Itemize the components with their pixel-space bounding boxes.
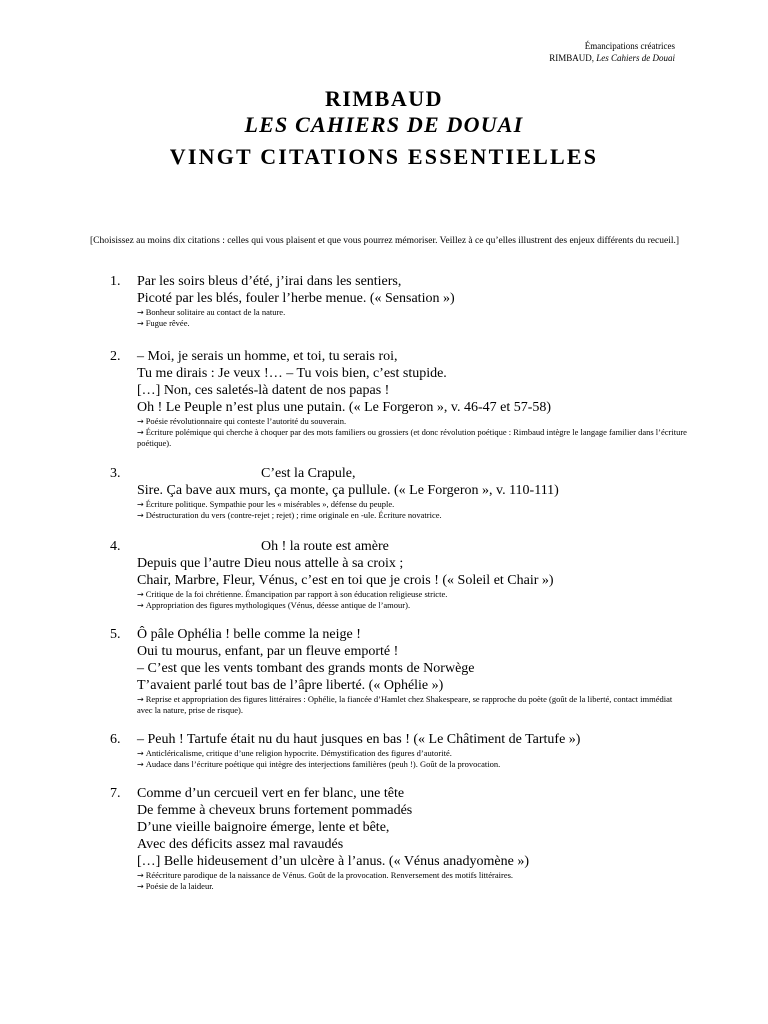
citation-notes bbox=[137, 589, 687, 611]
citation-verse: Par les soirs bleus d’été, j’irai dans les sentiers, bbox=[137, 274, 402, 289]
arrow-right-icon: → bbox=[137, 511, 144, 520]
citation-note-text: Audace dans l’écriture poétique qui intègre des interjections familières (peuh !). Goût de la provocation. bbox=[145, 759, 501, 769]
header-course-title: Émancipations créatrices bbox=[584, 41, 675, 51]
arrow-right-icon: → bbox=[137, 882, 144, 891]
citation-verse: Chair, Marbre, Fleur, Vénus, c’est en toi que je crois ! (« Soleil et Chair ») bbox=[137, 573, 554, 588]
citation-note-text: Poésie de la laideur. bbox=[145, 881, 214, 891]
citation-number: 1. bbox=[110, 274, 121, 289]
citation-body bbox=[137, 465, 687, 521]
title-block bbox=[0, 86, 768, 172]
citation-verse: Tu me dirais : Je veux !… – Tu vois bien, c’est stupide. bbox=[137, 366, 447, 381]
citation-verse: […] Belle hideusement d’un ulcère à l’anus. (« Vénus anadyomène ») bbox=[137, 854, 529, 869]
citation-verse: – Peuh ! Tartufe était nu du haut jusques en bas ! (« Le Châtiment de Tartufe ») bbox=[137, 732, 581, 747]
citation-body bbox=[137, 273, 687, 329]
citation-notes bbox=[137, 416, 687, 449]
citation-verse: – C’est que les vents tombant des grands monts de Norwège bbox=[137, 661, 475, 676]
citation-note bbox=[137, 600, 687, 611]
citation-note bbox=[137, 748, 687, 759]
arrow-right-icon: → bbox=[137, 417, 144, 426]
citation-note-text: Poésie révolutionnaire qui conteste l’autorité du souverain. bbox=[145, 416, 347, 426]
citation-body bbox=[137, 785, 687, 892]
citation-note bbox=[137, 499, 687, 510]
arrow-right-icon: → bbox=[137, 500, 144, 509]
citation-number: 5. bbox=[110, 627, 121, 642]
header-work-reference bbox=[549, 52, 675, 64]
title-author: RIMBAUD bbox=[324, 86, 444, 111]
citation-note-text: Déstructuration du vers (contre-rejet ; rejet) ; rime originale en -ule. Écriture novatrice. bbox=[145, 510, 442, 520]
citation-notes bbox=[137, 694, 687, 716]
citation-verse: […] Non, ces saletés-là datent de nos papas ! bbox=[137, 383, 390, 398]
citation-number: 7. bbox=[110, 786, 121, 801]
citation-verse: Comme d’un cercueil vert en fer blanc, une tête bbox=[137, 786, 405, 801]
arrow-right-icon: → bbox=[137, 695, 144, 704]
citation-verse: Oui tu mourus, enfant, par un fleuve emporté ! bbox=[137, 644, 399, 659]
citation-note-text: Reprise et appropriation des figures littéraires : Ophélie, la fiancée d’Hamlet chez Shakespeare, se rapproche du poète (goût de la liberté, contact immédiat avec la nature, prise de risque). bbox=[137, 694, 673, 715]
arrow-right-icon: → bbox=[137, 601, 144, 610]
citation-note-text: Critique de la foi chrétienne. Émancipation par rapport à son éducation religieuse stricte. bbox=[145, 589, 448, 599]
arrow-right-icon: → bbox=[137, 319, 144, 328]
citation-number: 3. bbox=[110, 466, 121, 481]
citation-number: 2. bbox=[110, 349, 121, 364]
citation-note-text: Écriture polémique qui cherche à choquer par des mots familiers ou grossiers (et donc révolution poétique : Rimbaud intègre le langage familier dans l’écriture poétique). bbox=[137, 427, 687, 448]
citation-verse: T’avaient parlé tout bas de l’âpre liberté. (« Ophélie ») bbox=[137, 678, 444, 693]
citation-verse: Sire. Ça bave aux murs, ça monte, ça pullule. (« Le Forgeron », v. 110-111) bbox=[137, 483, 559, 498]
citation-verse: Ô pâle Ophélia ! belle comme la neige ! bbox=[137, 627, 361, 642]
citation-verse: D’une vieille baignoire émerge, lente et bête, bbox=[137, 820, 390, 835]
citation-body bbox=[137, 626, 687, 716]
title-work: LES CAHIERS DE DOUAI bbox=[244, 112, 524, 137]
citation-note-text: Anticléricalisme, critique d’une religion hypocrite. Démystification des figures d’autorité. bbox=[145, 748, 452, 758]
citation-notes bbox=[137, 499, 687, 521]
header-author: RIMBAUD, bbox=[549, 53, 597, 63]
citation-note bbox=[137, 307, 687, 318]
citation-note bbox=[137, 870, 687, 881]
citation-body bbox=[137, 731, 687, 770]
citation-note bbox=[137, 318, 687, 329]
citation-note bbox=[137, 510, 687, 521]
citation-verse: De femme à cheveux bruns fortement pommadés bbox=[137, 803, 413, 818]
citation-notes bbox=[137, 870, 687, 892]
citation-number: 4. bbox=[110, 539, 121, 554]
arrow-right-icon: → bbox=[137, 760, 144, 769]
citation-note bbox=[137, 694, 687, 716]
arrow-right-icon: → bbox=[137, 749, 144, 758]
citation-note-text: Bonheur solitaire au contact de la nature. bbox=[145, 307, 286, 317]
citation-verse: – Moi, je serais un homme, et toi, tu serais roi, bbox=[137, 349, 398, 364]
citation-note bbox=[137, 881, 687, 892]
citation-verse: C’est la Crapule, bbox=[261, 466, 356, 481]
citation-note-text: Écriture politique. Sympathie pour les « misérables », défense du peuple. bbox=[145, 499, 395, 509]
arrow-right-icon: → bbox=[137, 590, 144, 599]
title-subtitle: VINGT CITATIONS ESSENTIELLES bbox=[169, 144, 599, 169]
arrow-right-icon: → bbox=[137, 308, 144, 317]
header-work-title: Les Cahiers de Douai bbox=[596, 53, 675, 63]
citation-verse: Depuis que l’autre Dieu nous attelle à sa croix ; bbox=[137, 556, 404, 571]
citation-note-text: Appropriation des figures mythologiques (Vénus, déesse antique de l’amour). bbox=[145, 600, 411, 610]
arrow-right-icon: → bbox=[137, 428, 144, 437]
citation-note-text: Réécriture parodique de la naissance de Vénus. Goût de la provocation. Renversement des motifs littéraires. bbox=[145, 870, 514, 880]
citation-verse: Oh ! la route est amère bbox=[261, 539, 389, 554]
citation-notes bbox=[137, 307, 687, 329]
citation-verse: Avec des déficits assez mal ravaudés bbox=[137, 837, 344, 852]
arrow-right-icon: → bbox=[137, 871, 144, 880]
citation-note bbox=[137, 416, 687, 427]
citation-note bbox=[137, 427, 687, 449]
citation-body bbox=[137, 538, 687, 611]
citation-note-text: Fugue rêvée. bbox=[145, 318, 190, 328]
citation-note bbox=[137, 759, 687, 770]
citation-verse: Picoté par les blés, fouler l’herbe menue. (« Sensation ») bbox=[137, 291, 455, 306]
citation-number: 6. bbox=[110, 732, 121, 747]
citation-body bbox=[137, 348, 687, 449]
citation-note bbox=[137, 589, 687, 600]
running-header bbox=[549, 40, 675, 64]
citation-verse: Oh ! Le Peuple n’est plus une putain. (« Le Forgeron », v. 46-47 et 57-58) bbox=[137, 400, 552, 415]
citation-notes bbox=[137, 748, 687, 770]
instruction-note: [Choisissez au moins dix citations : celles qui vous plaisent et que vous pourrez mémoriser. Veillez à ce qu’elles illustrent des enjeux différents du recueil.] bbox=[90, 236, 680, 246]
